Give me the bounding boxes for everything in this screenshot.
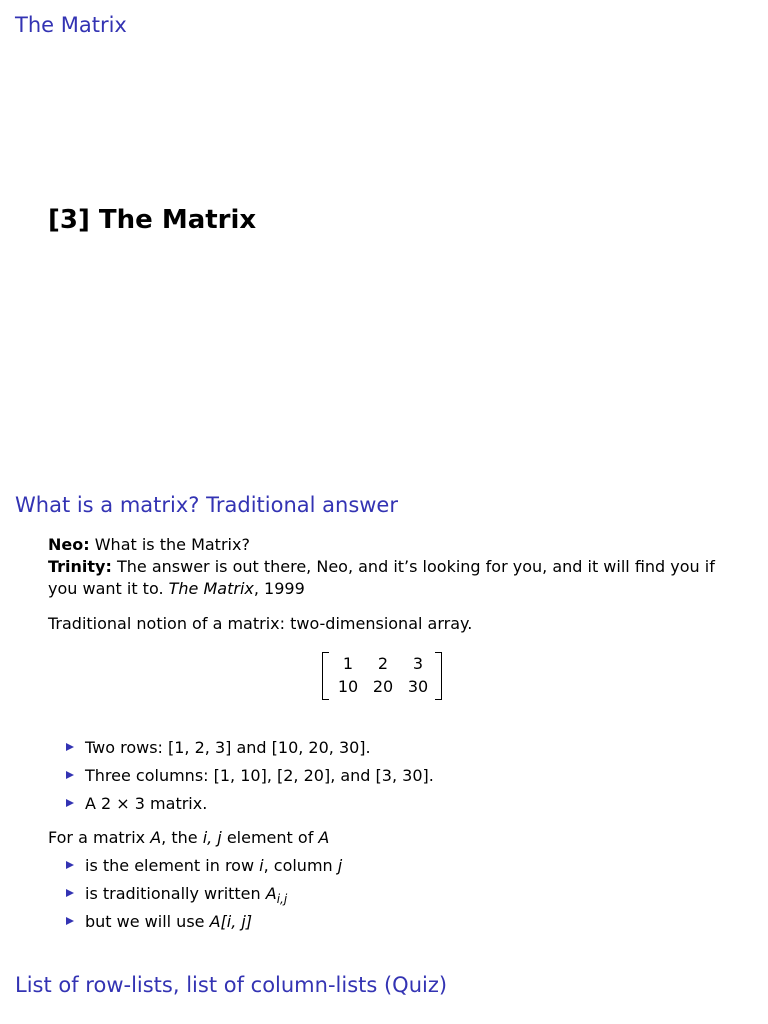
right-bracket	[435, 652, 442, 700]
list-item	[66, 793, 434, 821]
list-item-text: , column	[263, 856, 338, 875]
triangle-bullet-icon	[66, 861, 74, 869]
list-item-text: is traditionally written	[85, 884, 266, 903]
math-symbol: j	[337, 856, 343, 875]
matrix-cell: 20	[372, 677, 394, 696]
frame-title: The Matrix	[15, 13, 127, 37]
source-title: The Matrix	[168, 579, 254, 598]
source-year: , 1999	[253, 579, 305, 598]
matrix-cell: 30	[407, 677, 429, 696]
speaker-trinity: Trinity:	[48, 557, 112, 576]
list-item-text: but we will use	[85, 912, 210, 931]
list-item-text: Two rows: [1, 2, 3] and [10, 20, 30].	[85, 738, 371, 757]
triangle-bullet-icon	[66, 889, 74, 897]
movie-quote	[48, 534, 728, 600]
list-item	[66, 765, 434, 793]
triangle-bullet-icon	[66, 771, 74, 779]
triangle-bullet-icon	[66, 917, 74, 925]
intro-text: For a matrix	[48, 828, 151, 847]
matrix-cell: 3	[412, 654, 424, 673]
triangle-bullet-icon	[66, 799, 74, 807]
frame-title: List of row-lists, list of column-lists (Quiz)	[15, 973, 448, 997]
trinity-line	[48, 556, 728, 600]
triangle-bullet-icon	[66, 743, 74, 751]
left-bracket	[322, 652, 329, 700]
matrix-display	[322, 652, 442, 700]
element-intro	[48, 827, 728, 849]
math-subscript: i,j	[276, 892, 288, 907]
matrix-facts-list	[66, 737, 434, 821]
list-item	[66, 737, 434, 765]
intro-text: element of	[221, 828, 319, 847]
list-item	[66, 855, 342, 883]
frame-title: What is a matrix? Traditional answer	[15, 493, 398, 517]
math-expression: A[i, j]	[209, 912, 253, 931]
section-heading: [3] The Matrix	[48, 205, 257, 235]
list-item	[66, 911, 342, 939]
list-item-text: A 2 × 3 matrix.	[85, 794, 208, 813]
speaker-neo: Neo:	[48, 535, 90, 554]
matrix-cell: 1	[342, 654, 354, 673]
element-notation-list	[66, 855, 342, 939]
list-item-text: Three columns: [1, 10], [2, 20], and [3, 30].	[85, 766, 434, 785]
trinity-text: The answer is out there, Neo, and it’s looking for you, and it will find you if you want it to.	[48, 557, 715, 598]
math-symbol: A	[150, 828, 162, 847]
math-symbol: A	[318, 828, 330, 847]
notion-text: Traditional notion of a matrix: two-dimensional array.	[48, 614, 473, 633]
matrix-cell: 2	[377, 654, 389, 673]
neo-text: What is the Matrix?	[89, 535, 250, 554]
math-symbol: i, j	[202, 828, 222, 847]
math-symbol: i	[259, 856, 264, 875]
matrix-cell: 10	[337, 677, 359, 696]
list-item-text: is the element in row	[85, 856, 260, 875]
intro-text: , the	[161, 828, 203, 847]
list-item	[66, 883, 342, 911]
neo-line	[48, 534, 728, 556]
math-symbol: A	[265, 884, 277, 903]
